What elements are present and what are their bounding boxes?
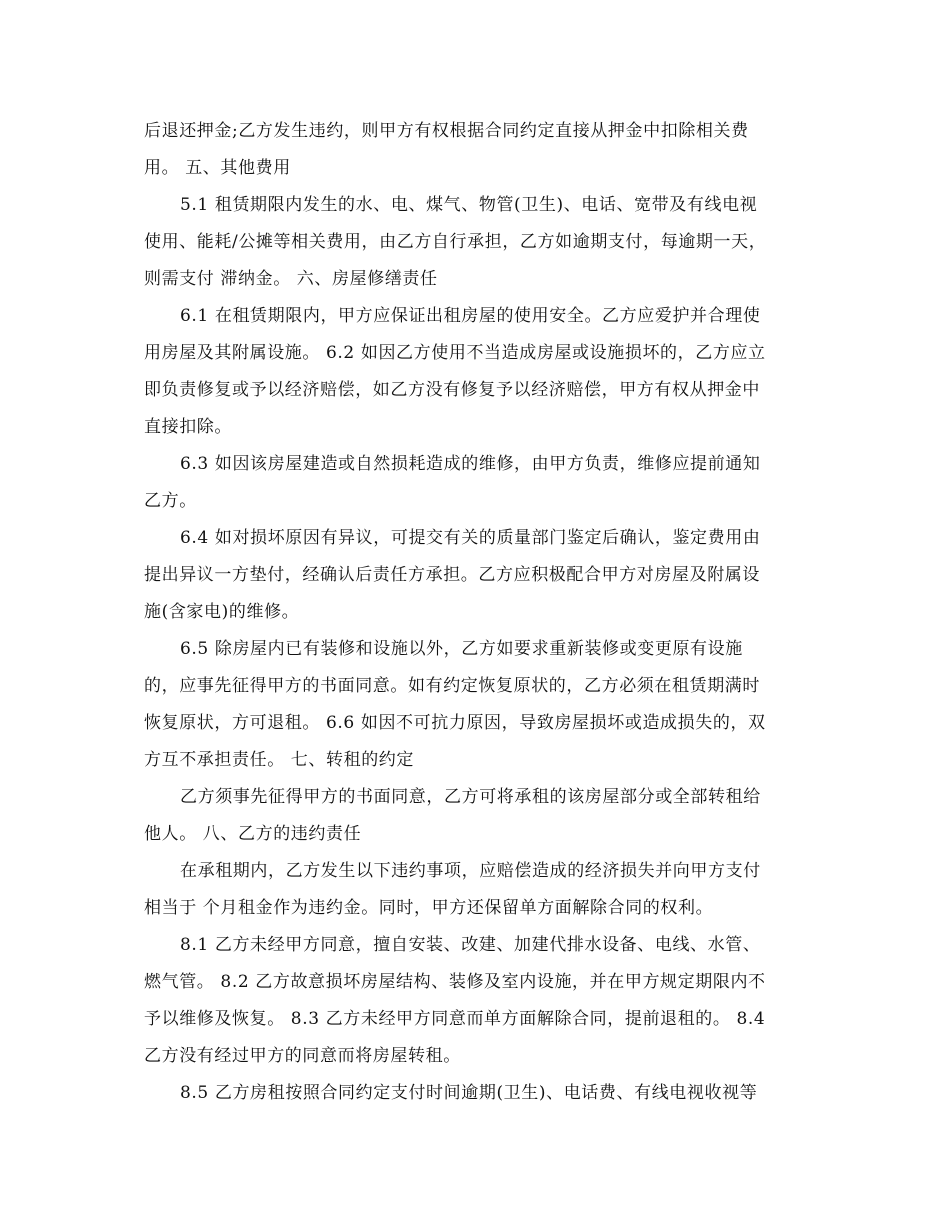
text-line: 在承租期内，乙方发生以下违约事项，应赔偿造成的经济损失并向甲方支付: [180, 861, 761, 881]
text-line: 5.1 租赁期限内发生的水、电、煤气、物管(卫生)、电话、宽带及有线电视: [180, 195, 758, 215]
text-line: 予以维修及恢复。 8.3 乙方未经甲方同意而单方面解除合同，提前退租的。 8.4: [144, 1009, 766, 1029]
text-line: 乙方没有经过甲方的同意而将房屋转租。: [144, 1046, 461, 1066]
text-line: 即负责修复或予以经济赔偿，如乙方没有修复予以经济赔偿，甲方有权从押金中: [144, 380, 760, 400]
text-line: 用。 五、其他费用: [144, 158, 291, 178]
text-line: 燃气管。 8.2 乙方故意损坏房屋结构、装修及室内设施，并在甲方规定期限内不: [144, 972, 766, 992]
text-line: 8.5 乙方房租按照合同约定支付时间逾期(卫生)、电话费、有线电视收视等: [180, 1083, 758, 1103]
text-line: 提出异议一方垫付，经确认后责任方承担。乙方应积极配合甲方对房屋及附属设: [144, 565, 760, 585]
text-line: 6.3 如因该房屋建造或自然损耗造成的维修，由甲方负责，维修应提前通知: [180, 454, 761, 474]
text-line: 方互不承担责任。 七、转租的约定: [144, 750, 415, 770]
text-line: 6.5 除房屋内已有装修和设施以外，乙方如要求重新装修或变更原有设施: [180, 639, 743, 659]
text-line: 恢复原状，方可退租。 6.6 如因不可抗力原因，导致房屋损坏或造成损失的，双: [144, 713, 766, 733]
text-line: 使用、能耗/公摊等相关费用，由乙方自行承担，乙方如逾期支付，每逾期一天，: [144, 232, 767, 252]
text-line: 他人。 八、乙方的违约责任: [144, 824, 362, 844]
text-line: 的，应事先征得甲方的书面同意。如有约定恢复原状的，乙方必须在租赁期满时: [144, 676, 760, 696]
text-line: 直接扣除。: [144, 417, 232, 437]
text-line: 6.4 如对损坏原因有异议，可提交有关的质量部门鉴定后确认，鉴定费用由: [180, 528, 761, 548]
text-line: 施(含家电)的维修。: [144, 602, 300, 622]
text-line: 则需支付 滞纳金。 六、房屋修缮责任: [144, 269, 438, 289]
text-line: 后退还押金;乙方发生违约，则甲方有权根据合同约定直接从押金中扣除相关费: [144, 121, 749, 141]
text-line: 用房屋及其附属设施。 6.2 如因乙方使用不当造成房屋或设施损坏的，乙方应立: [144, 343, 766, 363]
text-line: 6.1 在租赁期限内，甲方应保证出租房屋的使用安全。乙方应爱护并合理使: [180, 306, 761, 326]
text-line: 8.1 乙方未经甲方同意，擅自安装、改建、加建代排水设备、电线、水管、: [180, 935, 761, 955]
text-line: 乙方。: [144, 491, 197, 511]
text-line: 乙方须事先征得甲方的书面同意，乙方可将承租的该房屋部分或全部转租给: [180, 787, 761, 807]
text-line: 相当于 个月租金作为违约金。同时，甲方还保留单方面解除合同的权利。: [144, 898, 714, 918]
